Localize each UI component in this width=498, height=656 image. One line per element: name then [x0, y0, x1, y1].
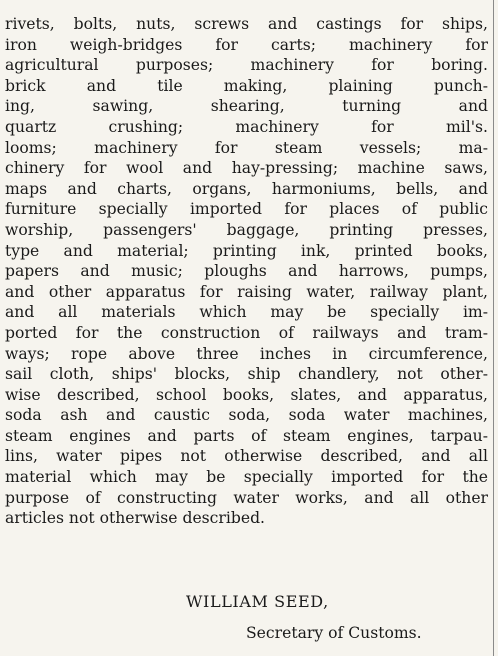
- article-line: ing, sawing, shearing, turning and: [5, 97, 488, 116]
- article-line: ways; rope above three inches in circumference,: [5, 344, 488, 363]
- article-line: rivets, bolts, nuts, screws and castings for ships,: [5, 15, 488, 33]
- signatory-title: Secretary of Customs.: [246, 624, 422, 642]
- article-line: and other apparatus for raising water, railway plant,: [5, 282, 488, 301]
- article-line: lins, water pipes not otherwise described, and all: [5, 447, 488, 466]
- article-line: brick and tile making, plaining punch-: [5, 76, 488, 95]
- article-line: chinery for wool and hay-pressing; machine saws,: [5, 159, 488, 178]
- article-line: steam engines and parts of steam engines, tarpau-: [5, 426, 488, 445]
- article-body: [5, 14, 488, 529]
- article-line: ported for the construction of railways and tram-: [5, 323, 488, 342]
- article-line: furniture specially imported for places of public: [5, 200, 488, 219]
- signatory-name: WILLIAM SEED,: [186, 592, 329, 611]
- article-line: and all materials which may be specially im-: [5, 303, 488, 322]
- article-line: sail cloth, ships' blocks, ship chandlery, not other-: [5, 365, 488, 384]
- article-line: papers and music; ploughs and harrows, pumps,: [5, 262, 488, 281]
- article-line: looms; machinery for steam vessels; ma-: [5, 138, 488, 157]
- article-line: material which may be specially imported for the: [5, 468, 488, 487]
- article-line: quartz crushing; machinery for mil's.: [5, 117, 488, 136]
- article-line: wise described, school books, slates, and apparatus,: [5, 385, 488, 404]
- article-line: agricultural purposes; machinery for boring.: [5, 56, 488, 75]
- article-line: maps and charts, organs, harmoniums, bells, and: [5, 179, 488, 198]
- article-line: type and material; printing ink, printed books,: [5, 241, 488, 260]
- article-line: articles not otherwise described.: [5, 509, 266, 528]
- article-line: worship, passengers' baggage, printing presses,: [5, 220, 488, 239]
- column-rule: [493, 0, 494, 656]
- article-line: soda ash and caustic soda, soda water machines,: [5, 406, 488, 425]
- article-line: iron weigh-bridges for carts; machinery for: [5, 35, 488, 54]
- article-line: purpose of constructing water works, and all other: [5, 488, 488, 507]
